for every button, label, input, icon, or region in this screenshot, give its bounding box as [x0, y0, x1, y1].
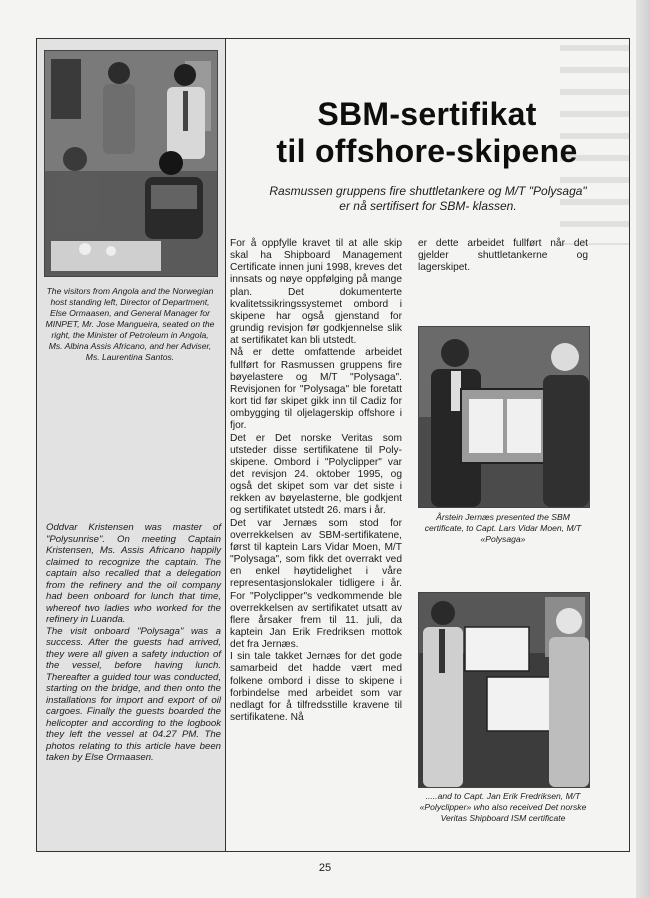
page-number: 25 [318, 862, 332, 874]
caption-angola-visitors: The visitors from Angola and the Norwegian host standing left, Director of Department, Else Ormaasen, and General Manager for MINPET, Mr. Jose Mangueira, seated on the right, the Minister of Petroleum in Angola, Ms. Albina Assis Africano, and her Adviser, Ms. Laurentina Santos. [45, 286, 215, 362]
headline-line-1: SBM-sertifikat [317, 96, 537, 132]
body-paragraph-2: Nå er dette omfattende arbeidet fullført for Rasmussen gruppens fire bøyelastere og M/T "Polysaga". Revisjonen for "Polysaga" ble foretatt kort tid før skipet gikk inn til Cadiz for ombygging til oljelagerskip offshore i fjor. [230, 347, 402, 432]
body-column-2: er dette arbeidet fullført når det gjelder shuttletankerne og lagerskipet. [418, 238, 588, 274]
photo-certificate-fredriksen-image [419, 593, 589, 787]
page-edge [636, 0, 650, 898]
article-subhead [236, 184, 620, 214]
body-paragraph-3: Det er Det norske Veritas som utsteder disse sertifikatene til Poly-skipene. Ombord i "Polyclipper" var det revisjon 24. oktober 1995, og også det skipet som var det siste i rekken av bøyelasterne, ble godkjent og sertifikatet utstedt 26. mars i år. [230, 432, 402, 517]
photo-certificate-moen [418, 326, 590, 508]
article-headline [226, 96, 628, 170]
caption-certificate-fredriksen: .....and to Capt. Jan Erik Fredriksen, M/T «Polyclipper» who also received Det norske Veritas Shipboard ISM certificate [419, 791, 587, 823]
photo-angola-visitors-image [45, 51, 217, 276]
photo-certificate-fredriksen [418, 592, 590, 788]
left-story-paragraph-2: The visit onboard "Polysaga" was a success. After the guests had arrived, they were all given a safety induction of the vessel, before having lunch. Thereafter a guided tour was conducted, starting on the bridge, and then onto the installations for import and export of oil cargoes. Finally the guests boarded the helicopter and according to the logbook they left the vessel at 04.27 PM. The photos relating to this article have been taken by Else Ormaasen. [46, 625, 221, 763]
photo-angola-visitors [44, 50, 218, 277]
subhead-line-1: Rasmussen gruppens fire shuttletankere og M/T "Polysaga" [269, 184, 587, 198]
body-paragraph-4: Det var Jernæs som stod for overrekkelsen av SBM-sertifikatene, først til kaptein Lars Vidar Moen, M/T "Polysaga", som fikk det overrakt ved en enkel høytidelighet i våre representasjonslokaler tidligere i år. For "Polyclipper"s vedkommende ble overrekkelsen av sertifikatet utsatt av flere årsaker frem til 11. juli, da kaptein Jan Erik Fredriksen mottok det fra Jernæs. [230, 517, 402, 651]
headline-line-2: til offshore-skipene [276, 133, 578, 169]
photo-certificate-moen-image [419, 327, 589, 507]
caption-certificate-moen: Årstein Jernæs presented the SBM certificate, to Capt. Lars Vidar Moen, M/T «Polysaga» [424, 512, 582, 544]
left-story [46, 522, 221, 764]
body-column-1 [230, 238, 402, 724]
subhead-line-2: er nå sertifisert for SBM- klassen. [339, 199, 517, 213]
body-paragraph-5: I sin tale takket Jernæs for det gode samarbeid det hadde vært med folkene ombord i disse to skipene i forbindelse med arbeidet som var nedlagt for å tilfredsstille kravene til sertifikatene. Nå [230, 651, 402, 724]
left-story-paragraph-1: Oddvar Kristensen was master of "Polysunrise". On meeting Captain Kristensen, Ms. Assis Africano happily claimed to recognize the captain. The captain also recalled that a delegation from the refinery and the oil company had been onboard for lunch that time, whereof two ladies who worked for the refinery in Luanda. [46, 522, 221, 625]
body-paragraph-1: For å oppfylle kravet til at alle skip skal ha Shipboard Management Certificate innen juni 1998, kreves det innsats og nøye oppfølging på mange plan. Det dokumenterte kvalitetssikringssystemet ombord i skipene har også gjenstand for grundig revisjon før godkjennelse slik at sertifikatet kan bli utstedt. [230, 238, 402, 347]
